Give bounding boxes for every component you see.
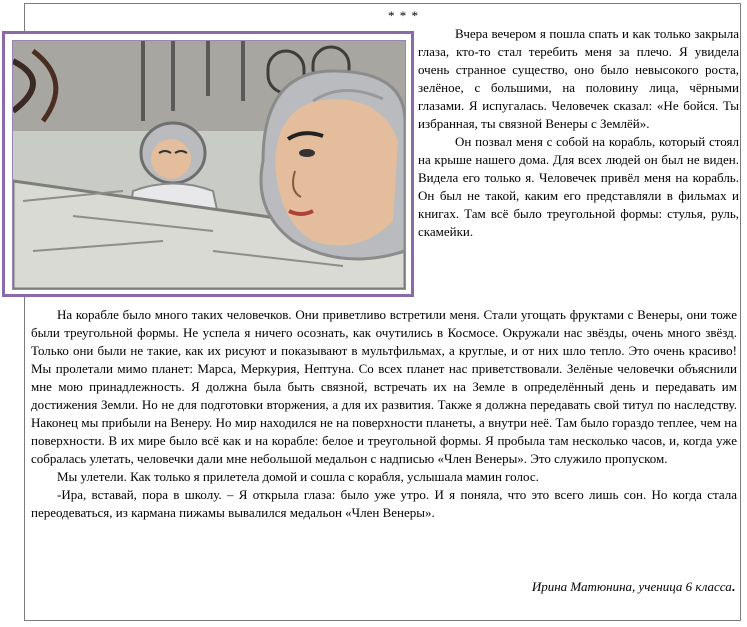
illustration [12,40,406,290]
story-paragraph: Он позвал меня с собой на корабль, который стоял на крыше нашего дома. Для всех людей он был не виден. Видела его только я. Человечек привёл меня на корабль. Он был не такой, каким его представляли в фильмах и книгах. Там всё было треугольной формы: стулья, руль, скамейки. [418,134,739,239]
section-separator: * * * [388,8,419,23]
story-text-beside-illustration [418,25,739,241]
story-text-main [31,306,737,522]
story-paragraph: Мы улетели. Как только я прилетела домой и сошла с корабля, услышала мамин голос. [57,469,539,484]
author-signature [31,578,735,596]
illustration-frame [2,31,414,297]
story-paragraph: На корабле было много таких человечков. Они приветливо встретили меня. Стали угощать фруктами с Венеры, они тоже были треугольной формы. Не успела я ничего осознать, как очутились в Космосе. Окружали нас звёзды, очень много звёзд. Только они были не такие, как их рисуют и показывают в мультфильмах, а круглые, и от них шло тепло. Это очень красиво! Мы пролетали мимо планет: Марса, Меркурия, Нептуна. Со всех планет нас приветствовали. Зелёные человечки объяснили мне мою принадлежность. Я должна была быть связной, встречать их на Земле в определённый день и передавать им достижения Земли. Но не для подготовки вторжения, а для их развития. Также я должна передавать свой титул по наследству. Наконец мы прибыли на Венеру. Но мир находился не на поверхности планеты, а внутри неё. Там было гораздо теплее, чем на поверхности. В их мире было всё как и на корабле: белое и треугольной формы. Я пробыла там несколько часов, и, когда уже собралась улетать, человечки дали мне небольшой медальон с надписью «Член Венеры». Это служило пропуском. [31,307,737,466]
story-paragraph: -Ира, вставай, пора в школу. – Я открыла глаза: было уже утро. И я поняла, что это всего лишь сон. Но когда стала переодеваться, из кармана пижамы вывалился медальон «Член Венеры». [31,487,737,520]
signature-end: . [731,579,735,594]
author-name: Ирина Матюнина, ученица 6 класса [531,579,732,594]
cosmonaut-painting-icon [13,41,405,289]
story-paragraph: Вчера вечером я пошла спать и как только закрыла глаза, кто-то стал теребить меня за плечо. Я увидела очень странное существо, оно было невысокого роста, зелёное, с большими, на половину лица, чёрными глазами. Я испугалась. Человечек сказал: «Не бойся. Ты избранная, ты связной Венеры с Землёй». [418,26,739,131]
